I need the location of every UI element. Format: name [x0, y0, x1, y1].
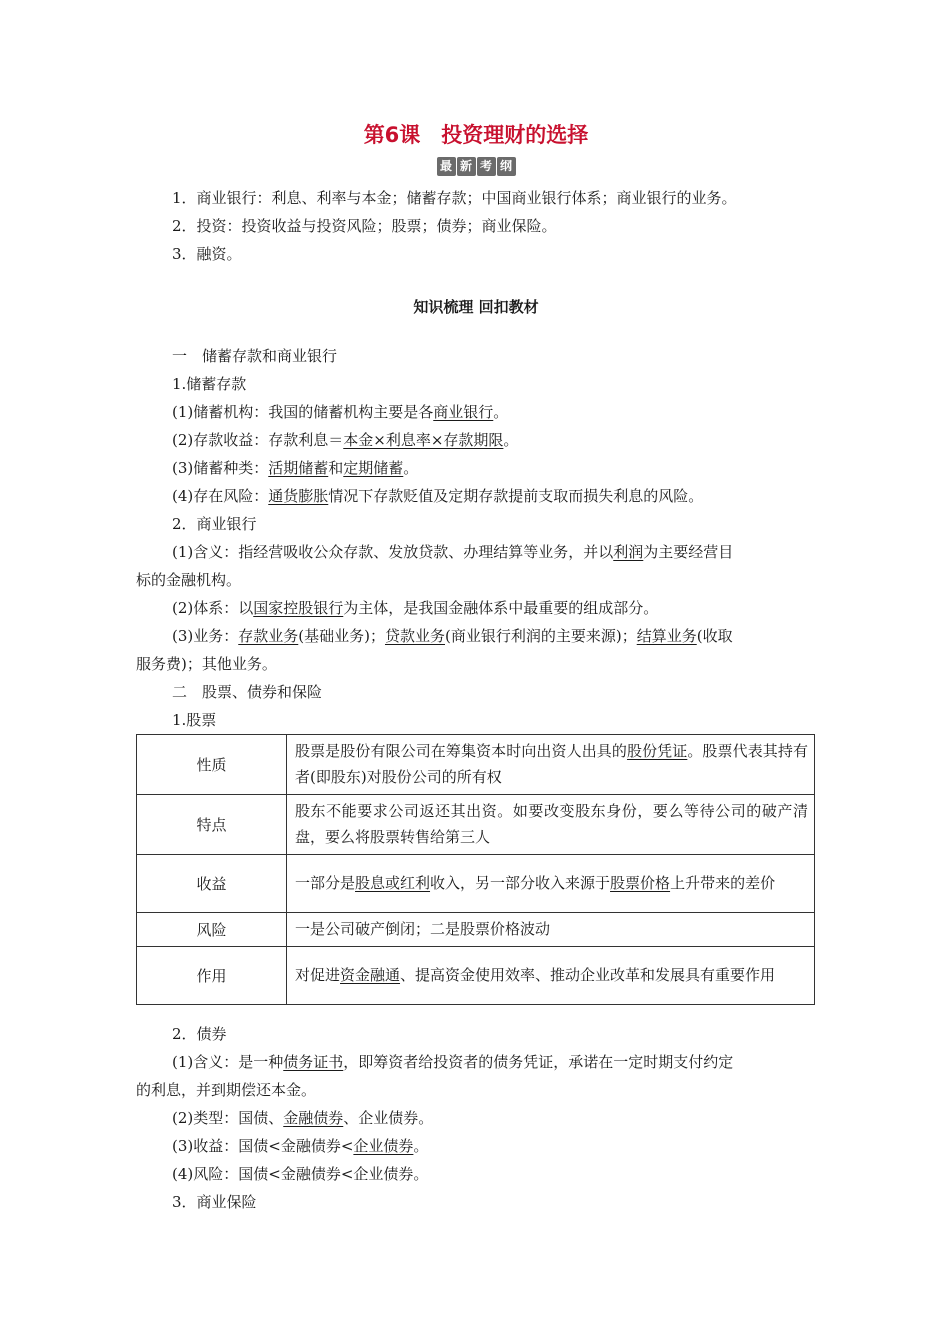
answer-underline: 企业债券 [353, 1137, 414, 1155]
part1-heading: 一 储蓄存款和商业银行 [172, 347, 338, 365]
part1-s1-line1: (1)储蓄机构：我国的储蓄机构主要是各商业银行。 [172, 403, 509, 421]
table-label: 风险 [137, 913, 287, 947]
part2-heading: 二 股票、债券和保险 [172, 683, 323, 701]
part2-s2-line1a: (1)含义：是一种债务证书，即筹资者给投资者的债务凭证，承诺在一定时期支付约定 [172, 1053, 734, 1071]
part1-s2-line1a: (1)含义：指经营吸收公众存款、发放贷款、办理结算等业务，并以利润为主要经营目 [172, 543, 734, 561]
table-cell: 对促进资金融通、提高资金使用效率、推动企业改革和发展具有重要作用 [287, 947, 815, 1005]
answer-underline: 资金融通 [340, 966, 401, 984]
part2-s2-line1b: 的利息，并到期偿还本金。 [136, 1081, 317, 1099]
table-label: 收益 [137, 855, 287, 913]
part1-s1-title: 1.储蓄存款 [172, 375, 247, 393]
part1-s1-line4: (4)存在风险：通货膨胀情况下存款贬值及定期存款提前支取而损失利息的风险。 [172, 487, 704, 505]
part2-s2-title: 2．债券 [172, 1025, 227, 1043]
part1-s2-line1b: 标的金融机构。 [136, 571, 242, 589]
part1-s2-line3a: (3)业务：存款业务(基础业务)；贷款业务(商业银行利润的主要来源)；结算业务(收取 [172, 627, 733, 645]
page-title: 第6课 投资理财的选择 [363, 123, 589, 147]
table-label: 特点 [137, 795, 287, 855]
table-row [137, 795, 815, 855]
answer-underline: 存款业务 [238, 627, 299, 645]
answer-underline: 债务证书 [283, 1053, 344, 1071]
badge-char: 新 [457, 157, 476, 176]
answer-underline: 股份凭证 [626, 742, 688, 760]
table-row [137, 735, 815, 795]
table-cell: 一部分是股息或红利收入，另一部分收入来源于股票价格上升带来的差价 [287, 855, 815, 913]
answer-underline: 股息或红利 [355, 874, 431, 892]
part2-s2-line2: (2)类型：国债、金融债券、企业债券。 [172, 1109, 434, 1127]
table-cell: 股票是股份有限公司在筹集资本时向出资人出具的股份凭证。股票代表其持有者(即股东)对股份公司的所有权 [287, 735, 815, 795]
answer-underline: 通货膨胀 [268, 487, 329, 505]
syllabus-item-1: 1．商业银行：利息、利率与本金；储蓄存款；中国商业银行体系；商业银行的业务。 [172, 189, 737, 207]
part1-s2-line3b: 服务费)；其他业务。 [136, 655, 277, 673]
answer-underline: 利润 [613, 543, 644, 561]
badge-char: 考 [477, 157, 496, 176]
part1-s2-title: 2．商业银行 [172, 515, 257, 533]
table-cell: 一是公司破产倒闭；二是股票价格波动 [287, 913, 815, 947]
part1-s2-line2: (2)体系：以国家控股银行为主体，是我国金融体系中最重要的组成部分。 [172, 599, 659, 617]
answer-underline: 活期储蓄 [268, 459, 329, 477]
table-cell: 股东不能要求公司返还其出资。如要改变股东身份，要么等待公司的破产清盘，要么将股票转售给第三人 [287, 795, 815, 855]
stock-table [136, 734, 815, 1005]
syllabus-item-3: 3．融资。 [172, 245, 242, 263]
badge-char: 纲 [497, 157, 516, 176]
section-title: 知识梳理 回扣教材 [413, 298, 539, 316]
badge-char: 最 [437, 157, 456, 176]
syllabus-item-2: 2．投资：投资收益与投资风险；股票；债券；商业保险。 [172, 217, 557, 235]
answer-underline: 结算业务 [636, 627, 697, 645]
table-row [137, 947, 815, 1005]
part1-s1-line2: (2)存款收益：存款利息＝本金×利息率×存款期限。 [172, 431, 519, 449]
answer-underline: 股票价格 [610, 874, 671, 892]
table-label: 性质 [137, 735, 287, 795]
answer-underline: 贷款业务 [384, 627, 445, 645]
table-label: 作用 [137, 947, 287, 1005]
part2-s2-line3: (3)收益：国债<金融债券<企业债券。 [172, 1137, 429, 1155]
answer-underline: 国家控股银行 [253, 599, 344, 617]
answer-underline: 定期储蓄 [343, 459, 404, 477]
table-row [137, 855, 815, 913]
answer-underline: 金融债券 [283, 1109, 344, 1127]
part2-s1-title: 1.股票 [172, 711, 217, 729]
answer-underline: 本金×利息率×存款期限 [343, 431, 504, 449]
table-row [137, 913, 815, 947]
answer-underline: 商业银行 [433, 403, 494, 421]
part1-s1-line3: (3)储蓄种类：活期储蓄和定期储蓄。 [172, 459, 419, 477]
part2-s2-line4: (4)风险：国债<金融债券<企业债券。 [172, 1165, 429, 1183]
part2-s3-title: 3．商业保险 [172, 1193, 257, 1211]
syllabus-badge [437, 157, 516, 176]
